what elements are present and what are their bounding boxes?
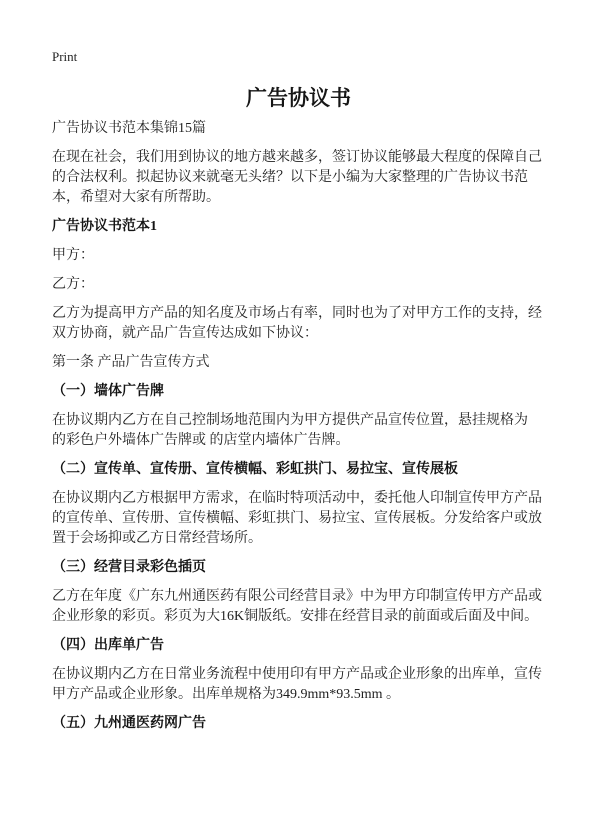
paragraph: 在现在社会，我们用到协议的地方越来越多，签订协议能够最大程度的保障自己的合法权利。拟起协议来就毫无头绪？以下是小编为大家整理的广告协议书范本，希望对大家有所帮助。	[52, 150, 542, 205]
paragraph: 乙方在年度《广东九州通医药有限公司经营目录》中为甲方印制宣传甲方产品或企业形象的彩页。彩页为大16K铜版纸。安排在经营目录的前面或后面及中间。	[52, 589, 542, 624]
paragraph: 甲方：	[52, 248, 94, 263]
section-heading: 广告协议书范本1	[52, 219, 157, 234]
paragraph: 在协议期内乙方在日常业务流程中使用印有甲方产品或企业形象的出库单，宣传甲方产品或企业形象。出库单规格为349.9mm*93.5mm 。	[52, 667, 542, 702]
section-heading: （一）墙体广告牌	[52, 384, 164, 399]
print-button[interactable]: Print	[52, 49, 78, 64]
section-heading: （二）宣传单、宣传册、宣传横幅、彩虹拱门、易拉宝、宣传展板	[52, 462, 458, 477]
section-heading: （四）出库单广告	[52, 638, 164, 653]
document-subtitle: 广告协议书范本集锦15篇	[52, 121, 206, 136]
section-heading: （三）经营目录彩色插页	[52, 560, 206, 575]
document-body	[52, 119, 545, 734]
paragraph: 在协议期内乙方根据甲方需求，在临时特项活动中，委托他人印制宣传甲方产品的宣传单、宣传册、宣传横幅、彩虹拱门、易拉宝、宣传展板。分发给客户或放置于会场抑或乙方日常经营场所。	[52, 491, 542, 546]
paragraph: 在协议期内乙方在自己控制场地范围内为甲方提供产品宣传位置，悬挂规格为 的彩色户外墙体广告牌或 的店堂内墙体广告牌。	[52, 413, 528, 448]
paragraph: 乙方：	[52, 277, 94, 292]
section-heading: （五）九州通医药网广告	[52, 716, 206, 731]
paragraph: 乙方为提高甲方产品的知名度及市场占有率，同时也为了对甲方工作的支持，经双方协商，就产品广告宣传达成如下协议：	[52, 306, 542, 341]
page-title: 广告协议书	[246, 86, 351, 110]
paragraph: 第一条 产品广告宣传方式	[52, 355, 210, 370]
